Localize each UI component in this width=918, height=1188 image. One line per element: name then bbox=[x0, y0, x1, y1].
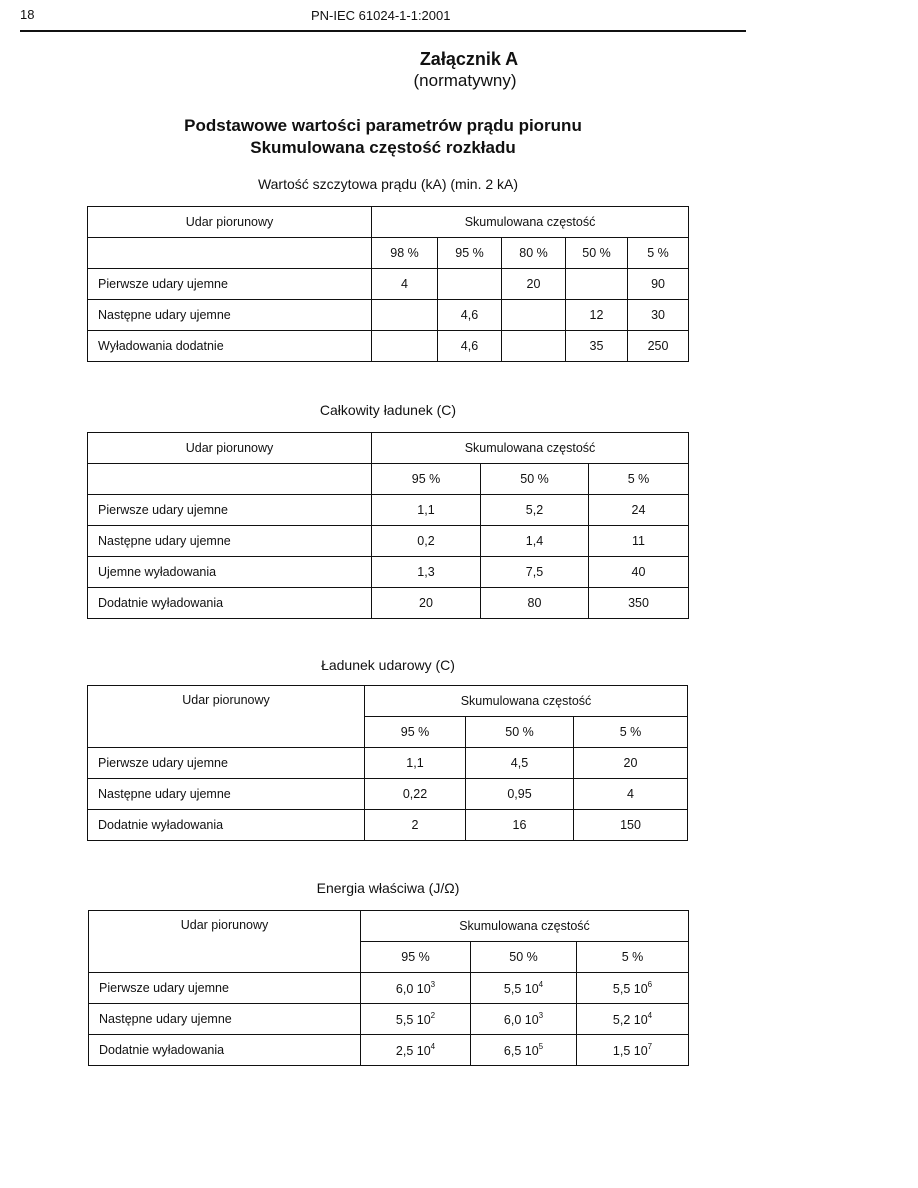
table-row bbox=[88, 748, 688, 779]
table-row bbox=[89, 1004, 689, 1035]
row-label: Pierwsze udary ujemne bbox=[88, 269, 372, 300]
mantissa: 6,0 10 bbox=[503, 1013, 539, 1027]
table-cell bbox=[566, 269, 628, 300]
column-header: 50 % bbox=[566, 238, 628, 269]
table-cell: 7,5 bbox=[481, 557, 589, 588]
table-cell: 5,2 bbox=[481, 495, 589, 526]
table-cell bbox=[361, 1004, 471, 1035]
table-cell bbox=[471, 1004, 577, 1035]
row-header-cell: Udar piorunowy bbox=[88, 433, 372, 464]
table-cell: 0,95 bbox=[466, 779, 574, 810]
exponent: 4 bbox=[430, 1042, 436, 1051]
table-cell: 4 bbox=[574, 779, 688, 810]
table-cell bbox=[372, 300, 438, 331]
table-cell: 1,4 bbox=[481, 526, 589, 557]
column-header: 50 % bbox=[481, 464, 589, 495]
table-row bbox=[88, 269, 689, 300]
table-cell: 150 bbox=[574, 810, 688, 841]
table-header-row bbox=[88, 686, 688, 717]
main-title-line-1: Podstawowe wartości parametrów prądu piorunu bbox=[184, 116, 582, 135]
row-label: Dodatnie wyładowania bbox=[88, 588, 372, 619]
column-header: 5 % bbox=[577, 942, 689, 973]
table-cell: 90 bbox=[628, 269, 689, 300]
mantissa: 6,0 10 bbox=[395, 982, 431, 996]
total-charge-caption: Całkowity ładunek (C) bbox=[319, 402, 457, 418]
table-row bbox=[89, 973, 689, 1004]
annex-title: Załącznik A bbox=[419, 49, 519, 69]
table-cell: 35 bbox=[566, 331, 628, 362]
row-header-cell: Udar piorunowy bbox=[88, 686, 365, 748]
mantissa: 6,5 10 bbox=[503, 1044, 539, 1058]
column-header: 5 % bbox=[574, 717, 688, 748]
table-subheader-row bbox=[88, 238, 689, 269]
group-header-cell: Skumulowana częstość bbox=[372, 207, 689, 238]
table-row bbox=[88, 495, 689, 526]
mantissa: 5,5 10 bbox=[503, 982, 539, 996]
table-cell: 30 bbox=[628, 300, 689, 331]
row-label: Pierwsze udary ujemne bbox=[89, 973, 361, 1004]
table-cell bbox=[361, 973, 471, 1004]
table-cell bbox=[577, 1004, 689, 1035]
column-header: 95 % bbox=[365, 717, 466, 748]
table-cell bbox=[577, 1035, 689, 1066]
table-cell: 0,22 bbox=[365, 779, 466, 810]
table-cell: 40 bbox=[589, 557, 689, 588]
table-cell: 350 bbox=[589, 588, 689, 619]
table-row bbox=[88, 331, 689, 362]
table-cell: 12 bbox=[566, 300, 628, 331]
table-row bbox=[88, 810, 688, 841]
table-cell: 20 bbox=[502, 269, 566, 300]
group-header-cell: Skumulowana częstość bbox=[372, 433, 689, 464]
table-cell bbox=[361, 1035, 471, 1066]
table-row bbox=[89, 1035, 689, 1066]
row-label: Ujemne wyładowania bbox=[88, 557, 372, 588]
column-header: 98 % bbox=[372, 238, 438, 269]
table-cell: 1,3 bbox=[372, 557, 481, 588]
column-header: 95 % bbox=[372, 464, 481, 495]
impulse-charge-caption: Ładunek udarowy (C) bbox=[321, 657, 455, 673]
main-title-line-2: Skumulowana częstość rozkładu bbox=[250, 138, 516, 157]
table-header-row bbox=[88, 207, 689, 238]
exponent: 4 bbox=[538, 980, 544, 989]
peak-current-caption: Wartość szczytowa prądu (kA) (min. 2 kA) bbox=[257, 176, 519, 192]
table-cell: 20 bbox=[574, 748, 688, 779]
table-cell: 4,6 bbox=[438, 300, 502, 331]
table-cell bbox=[471, 1035, 577, 1066]
page-number: 18 bbox=[20, 7, 35, 22]
header-rule bbox=[20, 30, 746, 32]
row-label: Następne udary ujemne bbox=[88, 526, 372, 557]
impulse-charge-table bbox=[87, 685, 688, 841]
table-cell bbox=[372, 331, 438, 362]
table-cell: 2 bbox=[365, 810, 466, 841]
group-header-cell: Skumulowana częstość bbox=[365, 686, 688, 717]
table-row bbox=[88, 779, 688, 810]
table-header-row bbox=[88, 433, 689, 464]
column-header: 80 % bbox=[502, 238, 566, 269]
table-cell: 16 bbox=[466, 810, 574, 841]
mantissa: 5,2 10 bbox=[612, 1013, 648, 1027]
table-row bbox=[88, 526, 689, 557]
column-header: 95 % bbox=[361, 942, 471, 973]
exponent: 5 bbox=[538, 1042, 544, 1051]
exponent: 3 bbox=[430, 980, 436, 989]
mantissa: 5,5 10 bbox=[612, 982, 648, 996]
row-label: Wyładowania dodatnie bbox=[88, 331, 372, 362]
table-cell bbox=[577, 973, 689, 1004]
table-row bbox=[88, 557, 689, 588]
table-cell: 1,1 bbox=[372, 495, 481, 526]
empty-cell bbox=[88, 238, 372, 269]
table-subheader-row bbox=[88, 464, 689, 495]
table-cell: 4,5 bbox=[466, 748, 574, 779]
column-header: 5 % bbox=[589, 464, 689, 495]
specific-energy-table bbox=[88, 910, 689, 1066]
mantissa: 1,5 10 bbox=[612, 1044, 648, 1058]
table-row bbox=[88, 300, 689, 331]
column-header: 95 % bbox=[438, 238, 502, 269]
row-label: Następne udary ujemne bbox=[88, 300, 372, 331]
table-cell bbox=[471, 973, 577, 1004]
table-cell: 250 bbox=[628, 331, 689, 362]
row-label: Pierwsze udary ujemne bbox=[88, 495, 372, 526]
row-label: Dodatnie wyładowania bbox=[88, 810, 365, 841]
table-cell: 11 bbox=[589, 526, 689, 557]
exponent: 7 bbox=[647, 1042, 653, 1051]
mantissa: 2,5 10 bbox=[395, 1044, 431, 1058]
column-header: 50 % bbox=[471, 942, 577, 973]
exponent: 2 bbox=[430, 1011, 436, 1020]
table-cell: 4 bbox=[372, 269, 438, 300]
table-row bbox=[88, 588, 689, 619]
peak-current-table bbox=[87, 206, 689, 362]
table-cell: 20 bbox=[372, 588, 481, 619]
empty-cell bbox=[88, 464, 372, 495]
table-cell bbox=[502, 331, 566, 362]
exponent: 4 bbox=[647, 1011, 653, 1020]
exponent: 6 bbox=[647, 980, 653, 989]
table-cell: 0,2 bbox=[372, 526, 481, 557]
specific-energy-caption: Energia właściwa (J/Ω) bbox=[316, 880, 460, 896]
table-cell: 80 bbox=[481, 588, 589, 619]
row-header-cell: Udar piorunowy bbox=[88, 207, 372, 238]
exponent: 3 bbox=[538, 1011, 544, 1020]
table-cell bbox=[502, 300, 566, 331]
column-header: 5 % bbox=[628, 238, 689, 269]
table-header-row bbox=[89, 911, 689, 942]
annex-subtitle: (normatywny) bbox=[413, 71, 517, 90]
total-charge-table bbox=[87, 432, 689, 619]
table-cell: 24 bbox=[589, 495, 689, 526]
row-header-cell: Udar piorunowy bbox=[89, 911, 361, 973]
mantissa: 5,5 10 bbox=[395, 1013, 431, 1027]
row-label: Pierwsze udary ujemne bbox=[88, 748, 365, 779]
group-header-cell: Skumulowana częstość bbox=[361, 911, 689, 942]
document-id: PN-IEC 61024-1-1:2001 bbox=[311, 8, 451, 23]
column-header: 50 % bbox=[466, 717, 574, 748]
table-cell: 4,6 bbox=[438, 331, 502, 362]
row-label: Następne udary ujemne bbox=[89, 1004, 361, 1035]
table-cell bbox=[438, 269, 502, 300]
row-label: Dodatnie wyładowania bbox=[89, 1035, 361, 1066]
row-label: Następne udary ujemne bbox=[88, 779, 365, 810]
table-cell: 1,1 bbox=[365, 748, 466, 779]
